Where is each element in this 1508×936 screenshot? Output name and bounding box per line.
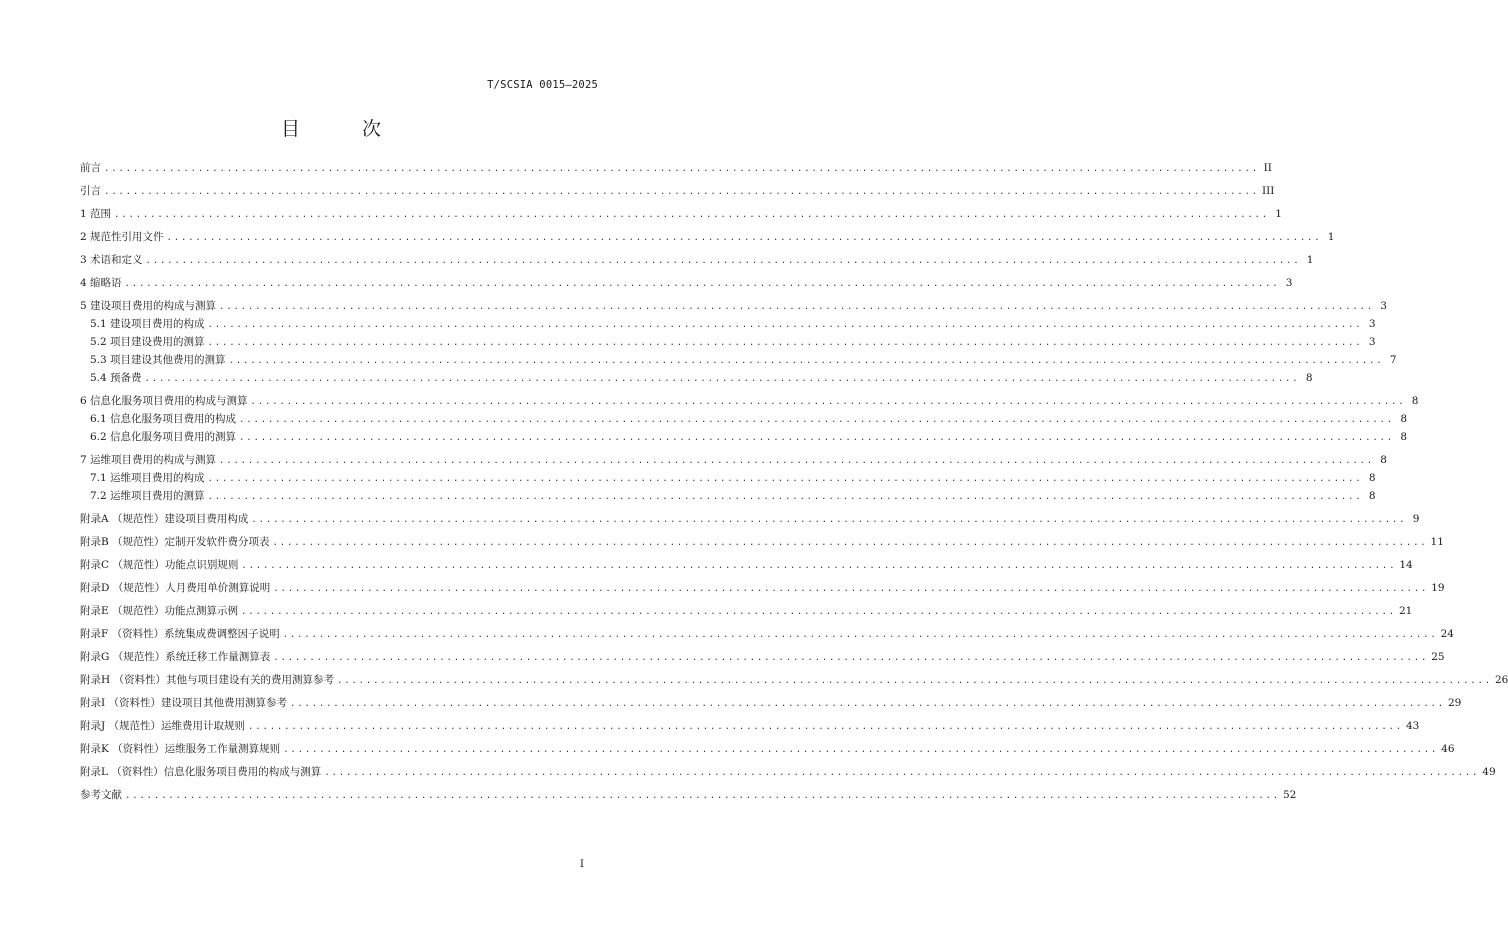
- toc-dot-leader: ................................................................................................................................................................: [228, 356, 1384, 366]
- toc-entry-page: 19: [1431, 582, 1445, 594]
- toc-dot-leader: ................................................................................................................................................................: [282, 630, 1438, 640]
- toc-entry-page: 1: [1306, 254, 1314, 266]
- toc-dot-leader: ................................................................................................................................................................: [239, 433, 1394, 443]
- toc-entry-page: 21: [1398, 605, 1413, 617]
- toc-entry-label: 5.3 项目建设其他费用的测算: [90, 354, 226, 366]
- toc-entry-page: 8: [1411, 395, 1419, 407]
- toc-entry-page: 9: [1412, 513, 1420, 525]
- toc-entry-page: 1: [1327, 231, 1335, 243]
- toc-entry-label: 附录B （规范性）定制开发软件费分项表: [80, 536, 270, 548]
- toc-dot-leader: ................................................................................................................................................................: [144, 374, 1300, 384]
- toc-dot-leader: ................................................................................................................................................................: [124, 279, 1280, 289]
- toc-entry[interactable]: [80, 336, 1376, 350]
- toc-dot-leader: ................................................................................................................................................................: [207, 474, 1363, 484]
- toc-entry-page: 8: [1368, 490, 1376, 502]
- toc-entry[interactable]: [80, 185, 1275, 199]
- toc-dot-leader: ................................................................................................................................................................: [145, 256, 1301, 266]
- toc-entry-page: 8: [1380, 454, 1387, 466]
- toc-entry-label: 附录F （资料性）系统集成费调整因子说明: [80, 628, 280, 640]
- toc-entry-label: 6.2 信息化服务项目费用的测算: [90, 431, 237, 443]
- toc-entry[interactable]: [80, 720, 1420, 734]
- toc-dot-leader: ................................................................................................................................................................: [290, 699, 1445, 709]
- page-number: I: [579, 858, 584, 870]
- toc-entry[interactable]: [80, 431, 1407, 445]
- toc-dot-leader: ................................................................................................................................................................: [219, 302, 1374, 312]
- toc-entry-page: 8: [1400, 431, 1407, 443]
- toc-dot-leader: ................................................................................................................................................................: [239, 415, 1394, 425]
- toc-dot-leader: ................................................................................................................................................................: [248, 722, 1403, 732]
- toc-dot-leader: ................................................................................................................................................................: [104, 164, 1259, 174]
- toc-dot-leader: ................................................................................................................................................................: [125, 791, 1280, 801]
- toc-dot-leader: ................................................................................................................................................................: [241, 561, 1397, 571]
- toc-entry[interactable]: [80, 354, 1397, 368]
- toc-dot-leader: ................................................................................................................................................................: [207, 338, 1363, 348]
- toc-entry-page: 14: [1399, 559, 1413, 571]
- toc-entry[interactable]: [80, 395, 1419, 409]
- toc-entry-label: 6 信息化服务项目费用的构成与测算: [80, 395, 248, 407]
- toc-entry-label: 附录K （资料性）运维服务工作量测算规则: [80, 743, 281, 755]
- toc-dot-leader: ................................................................................................................................................................: [273, 584, 1429, 594]
- toc-entry-label: 2 规范性引用文件: [80, 231, 164, 243]
- page-title: 目 次: [280, 118, 410, 140]
- toc-entry-label: 附录D （规范性）人月费用单价测算说明: [80, 582, 271, 594]
- toc-entry-label: 5.4 预备费: [90, 372, 142, 384]
- toc-entry-label: 附录G （规范性）系统迁移工作量测算表: [80, 651, 271, 663]
- toc-entry-label: 附录I （资料性）建设项目其他费用测算参考: [80, 697, 287, 709]
- toc-entry[interactable]: [80, 208, 1282, 222]
- toc-entry-page: 7: [1389, 354, 1397, 366]
- toc-entry-label: 7.2 运维项目费用的测算: [90, 490, 205, 502]
- toc-entry-label: 附录H （资料性）其他与项目建设有关的费用测算参考: [80, 674, 334, 686]
- toc-entry-label: 附录A （规范性）建设项目费用构成: [80, 513, 249, 525]
- toc-dot-leader: ................................................................................................................................................................: [207, 492, 1363, 502]
- toc-entry[interactable]: [80, 372, 1313, 386]
- toc-dot-leader: ................................................................................................................................................................: [104, 187, 1259, 197]
- toc-entry[interactable]: [80, 413, 1407, 427]
- toc-entry[interactable]: [80, 318, 1376, 332]
- toc-entry-label: 4 缩略语: [80, 277, 122, 289]
- toc-entry-page: 8: [1400, 413, 1407, 425]
- toc-entry[interactable]: [80, 536, 1444, 550]
- toc-entry-label: 6.1 信息化服务项目费用的构成: [90, 413, 237, 425]
- toc-entry[interactable]: [80, 766, 1496, 780]
- toc-entry-page: III: [1261, 185, 1275, 197]
- toc-entry-label: 附录L （资料性）信息化服务项目费用的构成与测算: [80, 766, 322, 778]
- toc-entry-label: 附录C （规范性）功能点识别规则: [80, 559, 239, 571]
- toc-entry[interactable]: [80, 559, 1413, 573]
- toc-entry-label: 附录J （规范性）运维费用计取规则: [80, 720, 246, 732]
- toc-entry-page: 26: [1494, 674, 1508, 686]
- toc-dot-leader: ................................................................................................................................................................: [251, 515, 1407, 525]
- toc-entry-label: 引言: [80, 185, 101, 197]
- toc-entry[interactable]: [80, 582, 1445, 596]
- toc-entry-page: 11: [1430, 536, 1444, 548]
- toc-dot-leader: ................................................................................................................................................................: [337, 676, 1492, 686]
- toc-entry[interactable]: [80, 628, 1454, 642]
- toc-entry-label: 5.1 建设项目费用的构成: [90, 318, 205, 330]
- toc-entry[interactable]: [80, 472, 1376, 486]
- toc-entry[interactable]: [80, 231, 1335, 245]
- toc-entry[interactable]: [80, 162, 1272, 176]
- toc-entry-label: 5.2 项目建设费用的测算: [90, 336, 205, 348]
- toc-entry-label: 前言: [80, 162, 101, 174]
- toc-entry[interactable]: [80, 454, 1387, 468]
- toc-entry-label: 5 建设项目费用的构成与测算: [80, 300, 217, 312]
- toc-dot-leader: ................................................................................................................................................................: [283, 745, 1439, 755]
- toc-dot-leader: ................................................................................................................................................................: [272, 538, 1428, 548]
- toc-entry[interactable]: [80, 300, 1387, 314]
- toc-entry[interactable]: [80, 254, 1314, 268]
- document-id: T/SCSIA 0015—2025: [487, 79, 598, 91]
- toc-entry-page: 3: [1368, 318, 1376, 330]
- toc-entry[interactable]: [80, 674, 1508, 688]
- toc-dot-leader: ................................................................................................................................................................: [114, 210, 1269, 220]
- toc-entry-page: 49: [1482, 766, 1496, 778]
- toc-entry-label: 参考文献: [80, 789, 122, 801]
- toc-dot-leader: ................................................................................................................................................................: [273, 653, 1429, 663]
- toc-entry-page: 29: [1447, 697, 1462, 709]
- toc-entry-page: 3: [1285, 277, 1293, 289]
- toc-entry-page: 3: [1380, 300, 1387, 312]
- toc-entry-page: 1: [1275, 208, 1282, 220]
- toc-entry-page: 52: [1282, 789, 1297, 801]
- toc-entry[interactable]: [80, 651, 1445, 665]
- toc-entry-page: 43: [1406, 720, 1420, 732]
- toc-entry-page: 46: [1441, 743, 1455, 755]
- toc-entry-label: 1 范围: [80, 208, 112, 220]
- toc-entry[interactable]: [80, 513, 1420, 527]
- toc-entry-label: 7 运维项目费用的构成与测算: [80, 454, 217, 466]
- toc-entry[interactable]: [80, 490, 1376, 504]
- toc-entry[interactable]: [80, 277, 1293, 291]
- toc-dot-leader: ................................................................................................................................................................: [207, 320, 1363, 330]
- toc-entry[interactable]: [80, 743, 1455, 757]
- toc-entry-page: 24: [1440, 628, 1454, 640]
- toc-entry-page: II: [1263, 162, 1272, 174]
- toc-entry-page: 3: [1368, 336, 1376, 348]
- toc-entry-label: 附录E （规范性）功能点测算示例: [80, 605, 239, 617]
- toc-dot-leader: ................................................................................................................................................................: [324, 768, 1480, 778]
- toc-entry-page: 8: [1305, 372, 1313, 384]
- toc-entry-label: 3 术语和定义: [80, 254, 143, 266]
- toc-dot-leader: ................................................................................................................................................................: [219, 456, 1374, 466]
- toc-entry-page: 25: [1431, 651, 1445, 663]
- toc-entry[interactable]: [80, 789, 1297, 803]
- toc-dot-leader: ................................................................................................................................................................: [166, 233, 1322, 243]
- table-of-contents: [80, 162, 1508, 803]
- toc-dot-leader: ................................................................................................................................................................: [241, 607, 1396, 617]
- toc-dot-leader: ................................................................................................................................................................: [250, 397, 1406, 407]
- toc-entry[interactable]: [80, 697, 1462, 711]
- toc-entry-page: 8: [1368, 472, 1376, 484]
- toc-entry[interactable]: [80, 605, 1413, 619]
- toc-entry-label: 7.1 运维项目费用的构成: [90, 472, 205, 484]
